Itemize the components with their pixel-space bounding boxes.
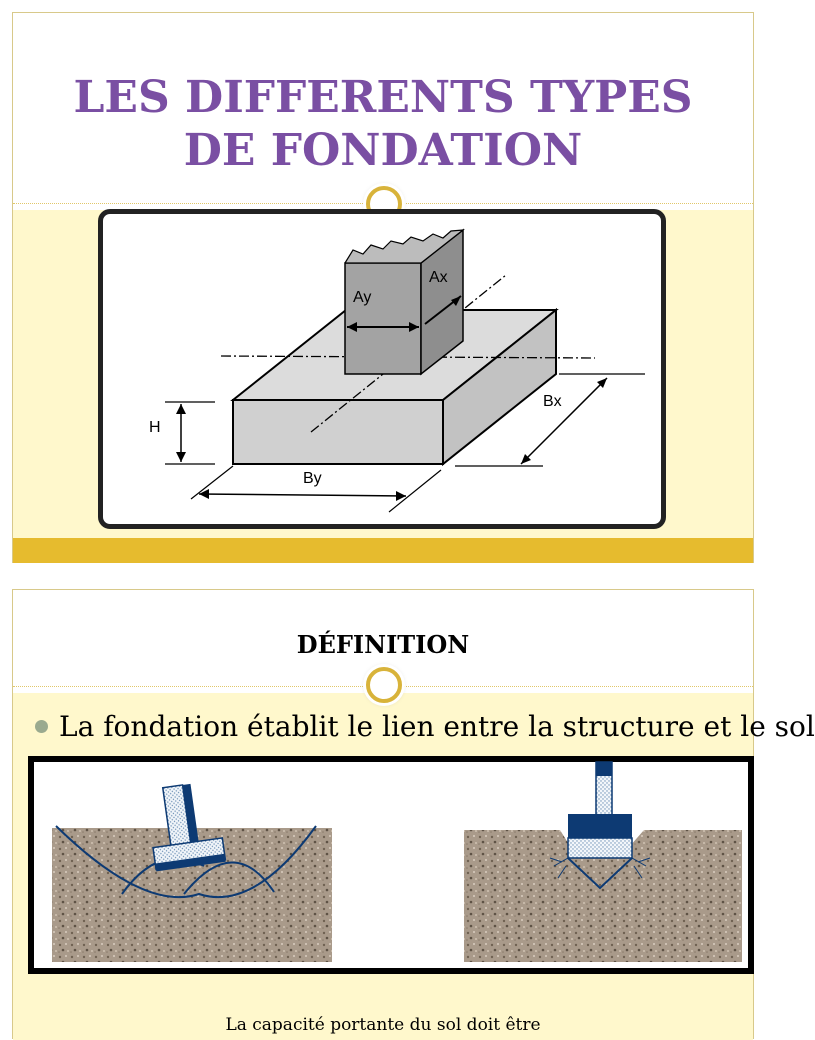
label-ay: Ay <box>353 289 372 306</box>
label-h: H <box>149 419 161 436</box>
tilted-footing <box>145 780 226 871</box>
right-footing-collar <box>568 814 632 840</box>
arrowhead-h-bottom <box>176 452 186 462</box>
definition-title: DÉFINITION <box>296 630 470 659</box>
arrowhead-by-left <box>199 489 209 499</box>
label-bx: Bx <box>543 393 562 410</box>
bullet-text: La fondation établit le lien entre la structure et le sol <box>59 710 815 743</box>
right-column-cap <box>596 762 612 776</box>
gold-footer-bar <box>13 538 753 563</box>
soil-figure-frame <box>28 756 754 974</box>
right-footing-base <box>568 838 632 858</box>
extension-by-right <box>389 470 441 512</box>
bullet-dot-icon <box>35 720 48 733</box>
slide-title-line-1: LES DIFFERENTS TYPES <box>73 72 693 123</box>
arrowhead-h-top <box>176 404 186 414</box>
bottom-caption: La capacité portante du sol doit être <box>225 1015 541 1035</box>
bullet-item <box>35 708 815 748</box>
column-front-face <box>345 263 421 374</box>
footing-front-face <box>233 400 443 464</box>
dimension-by <box>199 494 406 496</box>
label-by: By <box>303 470 322 487</box>
slide-2 <box>12 589 815 1039</box>
slide-1 <box>12 12 754 563</box>
spread-footing-diagram <box>103 214 661 524</box>
label-ax: Ax <box>429 269 448 286</box>
soil-bearing-figure <box>34 762 748 968</box>
ring-ornament <box>366 667 402 703</box>
slide-title-line-2: DE FONDATION <box>183 125 583 176</box>
title-area <box>13 13 753 203</box>
foundation-diagram-frame <box>98 209 666 529</box>
